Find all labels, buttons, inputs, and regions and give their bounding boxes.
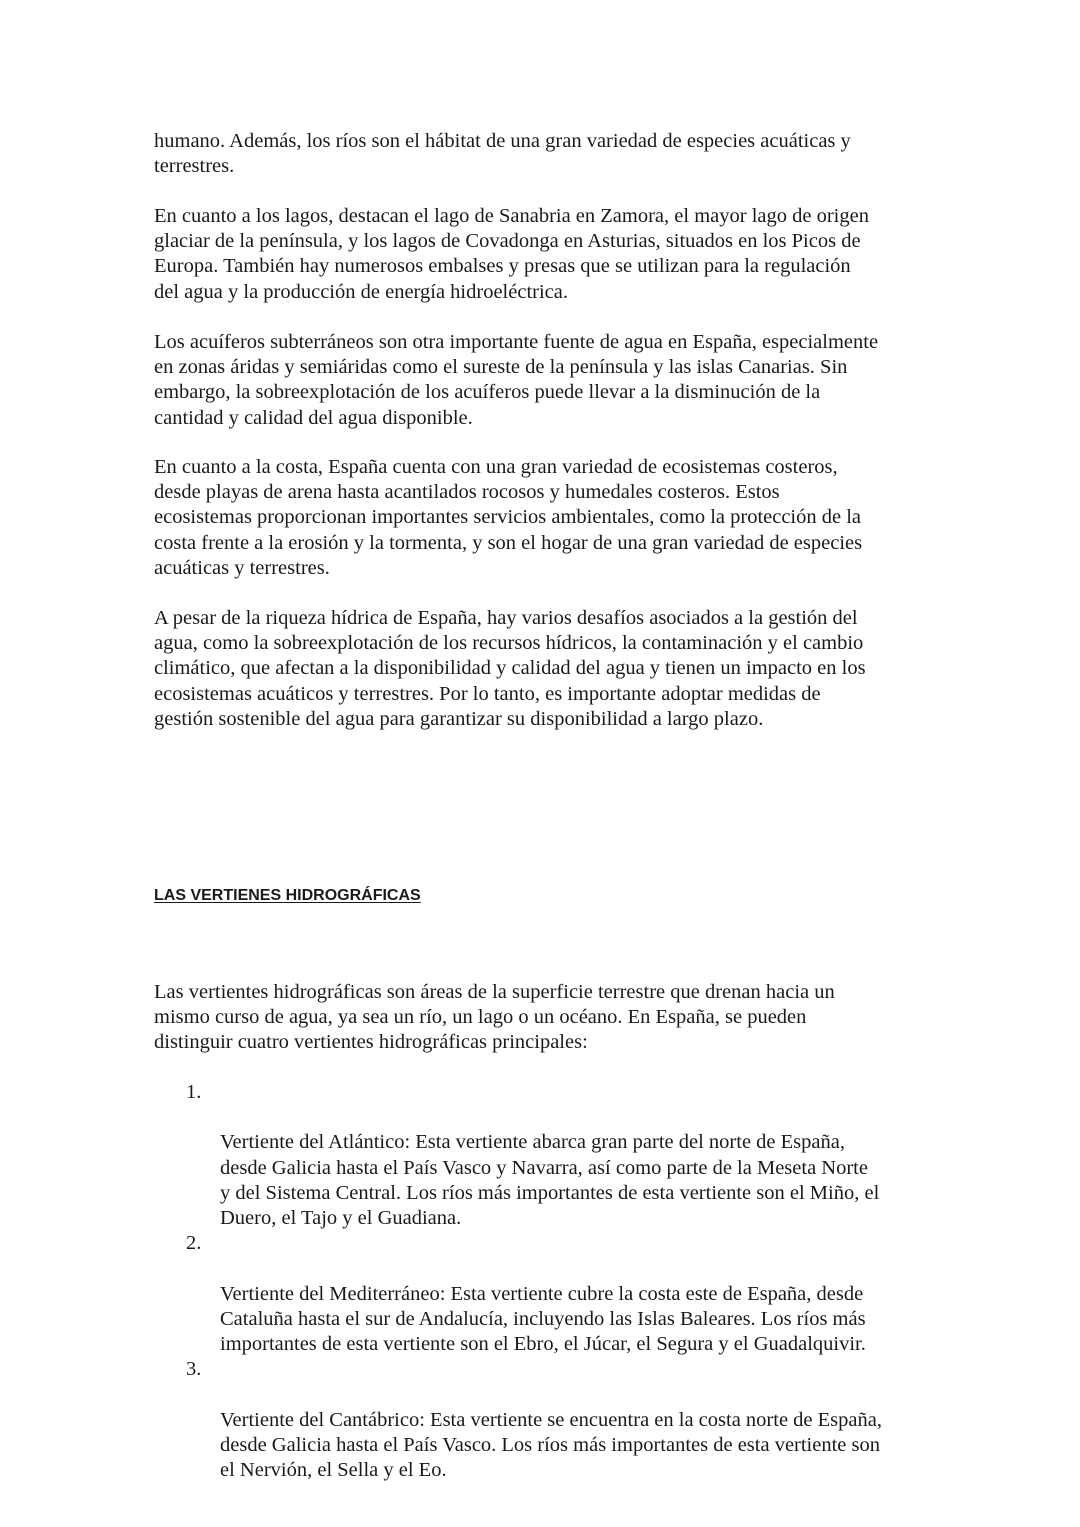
paragraph-coast: En cuanto a la costa, España cuenta con una gran variedad de ecosistemas costeros, desde playas de arena hasta acantilados rocosos y humedales costeros. Estos ecosistemas proporcionan importantes servicios ambientales, como la protección de la costa frente a la erosión y la tormenta, y son el hogar de una gran variedad de especies acuáticas y terrestres.: [154, 456, 863, 579]
watershed-list: [154, 1080, 929, 1483]
list-number: 1.: [186, 1081, 202, 1103]
list-text: Vertiente del Mediterráneo: Esta vertiente cubre la costa este de España, desde Cataluña hasta el sur de Andalucía, incluyendo las Islas Baleares. Los ríos más importantes de esta vertiente son el Ebro, el Júcar, el Segura y el Guadalquivir.: [220, 1282, 866, 1356]
paragraph-lakes: En cuanto a los lagos, destacan el lago de Sanabria en Zamora, el mayor lago de origen glaciar de la península, y los lagos de Covadonga en Asturias, situados en los Picos de Europa. También hay numerosos embalses y presas que se utilizan para la regulación del agua y la producción de energía hidroeléctrica.: [154, 205, 869, 303]
list-text: Vertiente del Atlántico: Esta vertiente abarca gran parte del norte de España, desde Galicia hasta el País Vasco y Navarra, así como parte de la Meseta Norte y del Sistema Central. Los ríos más importantes de esta vertiente son el Miño, el Duero, el Tajo y el Guadiana.: [220, 1131, 880, 1230]
paragraph-aquifers: Los acuíferos subterráneos son otra importante fuente de agua en España, especialmente en zonas áridas y semiáridas como el sureste de la península y las islas Canarias. Sin embargo, la sobreexplotación de los acuíferos puede llevar a la disminución de la cantidad y calidad del agua disponible.: [154, 331, 879, 429]
list-number: 3.: [186, 1358, 202, 1381]
paragraph-rivers-habitat: humano. Además, los ríos son el hábitat de una gran variedad de especies acuáticas y terrestres.: [154, 130, 851, 178]
section-heading: LAS VERTIENES HIDROGRÁFICAS: [154, 887, 421, 904]
paragraph-challenges: A pesar de la riqueza hídrica de España, hay varios desafíos asociados a la gestión del agua, como la sobreexplotación de los recursos hídricos, la contaminación y el cambio climático, que afectan a la disponibilidad y calidad del agua y tienen un impacto en los ecosistemas acuáticos y terrestres. Por lo tanto, es importante adoptar medidas de gestión sostenible del agua para garantizar su disponibilidad a largo plazo.: [154, 607, 866, 730]
list-text: Vertiente del Cantábrico: Esta vertiente se encuentra en la costa norte de España, desde Galicia hasta el País Vasco. Los ríos más importantes de esta vertiente son el Nervión, el Sella y el Eo.: [220, 1408, 882, 1482]
list-item: [154, 1231, 929, 1357]
list-item: [154, 1080, 929, 1231]
section-intro: Las vertientes hidrográficas son áreas de la superficie terrestre que drenan hacia un mismo curso de agua, ya sea un río, un lago o un océano. En España, se pueden distinguir cuatro vertientes hidrográficas principales:: [154, 981, 835, 1054]
list-item: [154, 1357, 929, 1483]
list-number: 2.: [186, 1232, 202, 1255]
